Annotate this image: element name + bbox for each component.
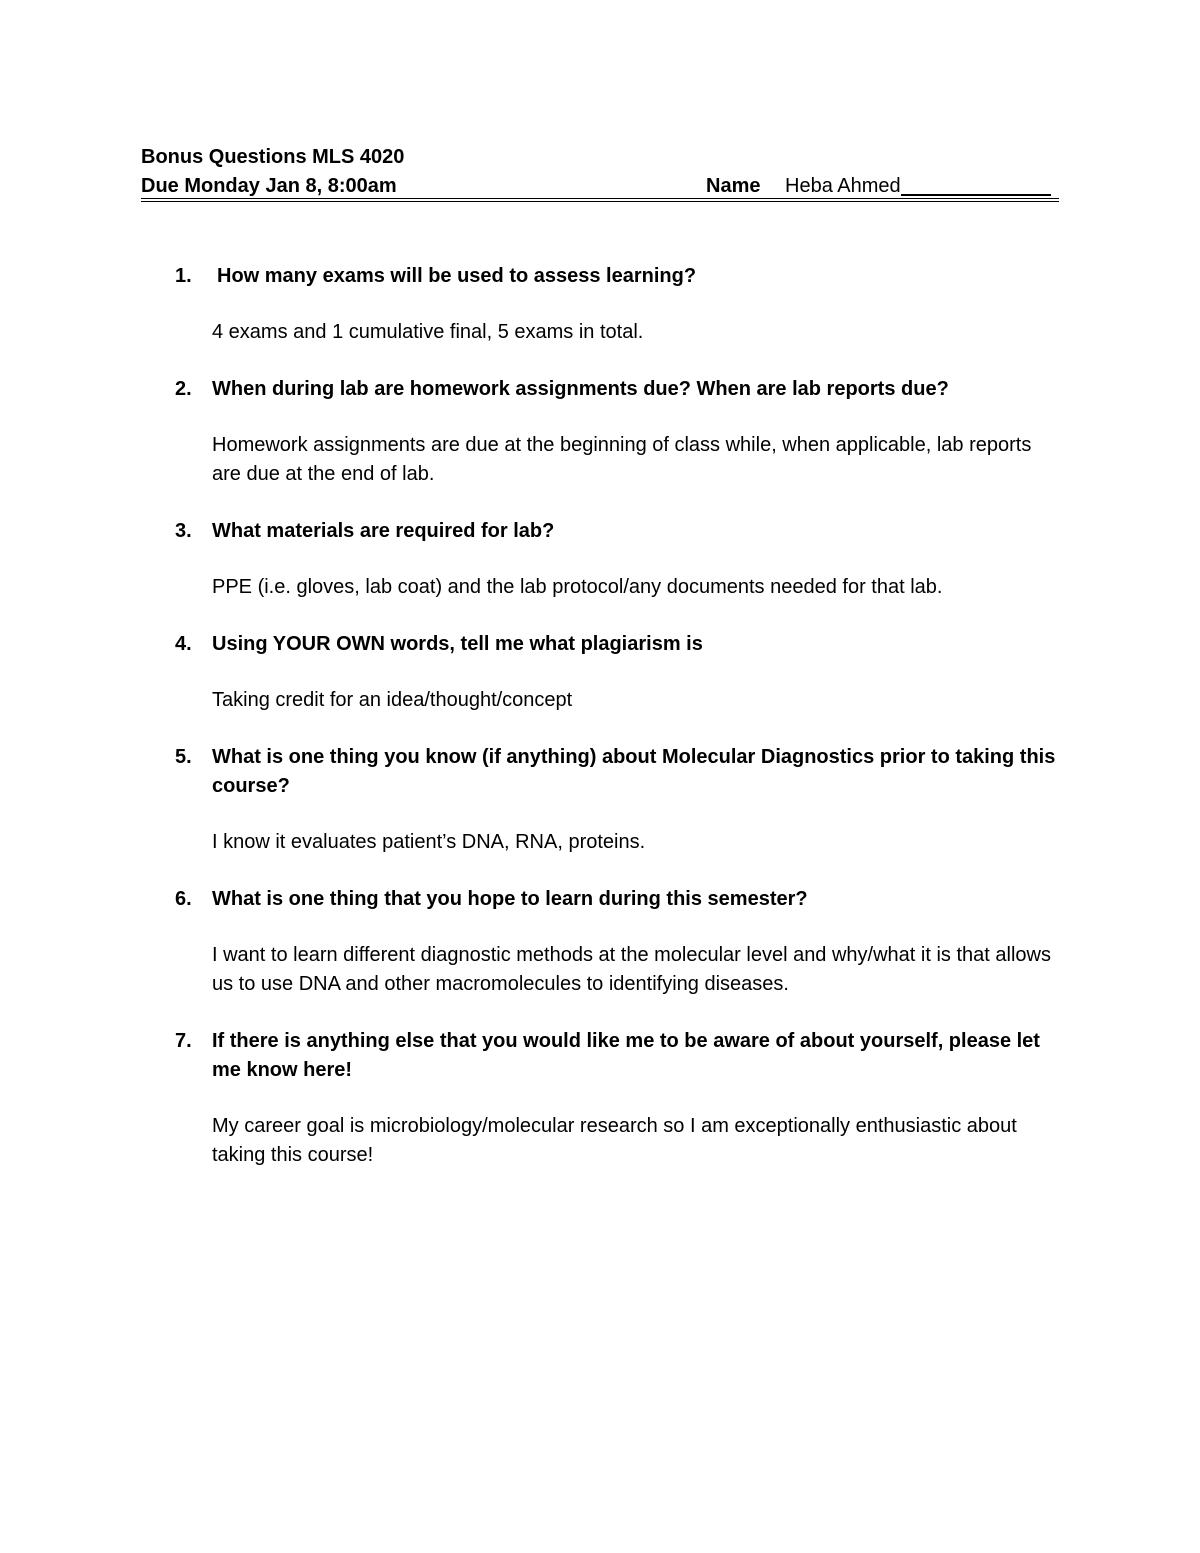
- header-divider-bottom: [141, 201, 1059, 202]
- answer-text: PPE (i.e. gloves, lab coat) and the lab protocol/any documents needed for that lab.: [212, 576, 943, 598]
- question-number: 5.: [175, 746, 192, 768]
- answer-text: Taking credit for an idea/thought/concept: [212, 689, 573, 711]
- question-number: 3.: [175, 520, 192, 542]
- question-text: Using YOUR OWN words, tell me what plagiarism is: [212, 633, 703, 655]
- answer-text: I want to learn different diagnostic methods at the molecular level and why/what it is that allows us to use DNA and other macromolecules to identifying diseases.: [212, 944, 1051, 995]
- question-text: What is one thing you know (if anything) about Molecular Diagnostics prior to taking this course?: [212, 746, 1056, 797]
- question-item-1: [175, 262, 1065, 347]
- question-number: 7.: [175, 1030, 192, 1052]
- question-text: If there is anything else that you would like me to be aware of about yourself, please let me know here!: [212, 1030, 1040, 1081]
- student-name: Heba Ahmed: [785, 175, 901, 197]
- question-number: 4.: [175, 633, 192, 655]
- answer-text: Homework assignments are due at the beginning of class while, when applicable, lab reports are due at the end of lab.: [212, 434, 1032, 485]
- answer-text: I know it evaluates patient’s DNA, RNA, proteins.: [212, 831, 646, 853]
- question-item-4: [175, 630, 1065, 715]
- question-item-7: [175, 1027, 1065, 1170]
- question-item-6: [175, 885, 1065, 999]
- answer-text: 4 exams and 1 cumulative final, 5 exams in total.: [212, 321, 644, 343]
- name-underline: [901, 172, 1051, 196]
- question-text: How many exams will be used to assess learning?: [217, 265, 697, 287]
- document-header: [141, 141, 1059, 203]
- question-item-2: [175, 375, 1065, 489]
- question-list: [175, 262, 1065, 1170]
- question-text: When during lab are homework assignments due? When are lab reports due?: [212, 378, 949, 400]
- answer-text: My career goal is microbiology/molecular research so I am exceptionally enthusiastic about taking this course!: [212, 1115, 1017, 1166]
- name-label: Name: [706, 175, 761, 197]
- question-item-5: [175, 743, 1065, 857]
- question-number: 1.: [175, 265, 192, 287]
- document-title: Bonus Questions MLS 4020: [141, 146, 405, 168]
- due-date: Due Monday Jan 8, 8:00am: [141, 175, 397, 197]
- header-divider-top: [141, 198, 1059, 199]
- question-text: What materials are required for lab?: [212, 520, 555, 542]
- question-number: 2.: [175, 378, 192, 400]
- name-field: [706, 172, 1051, 200]
- question-number: 6.: [175, 888, 192, 910]
- question-text: What is one thing that you hope to learn during this semester?: [212, 888, 808, 910]
- question-item-3: [175, 517, 1065, 602]
